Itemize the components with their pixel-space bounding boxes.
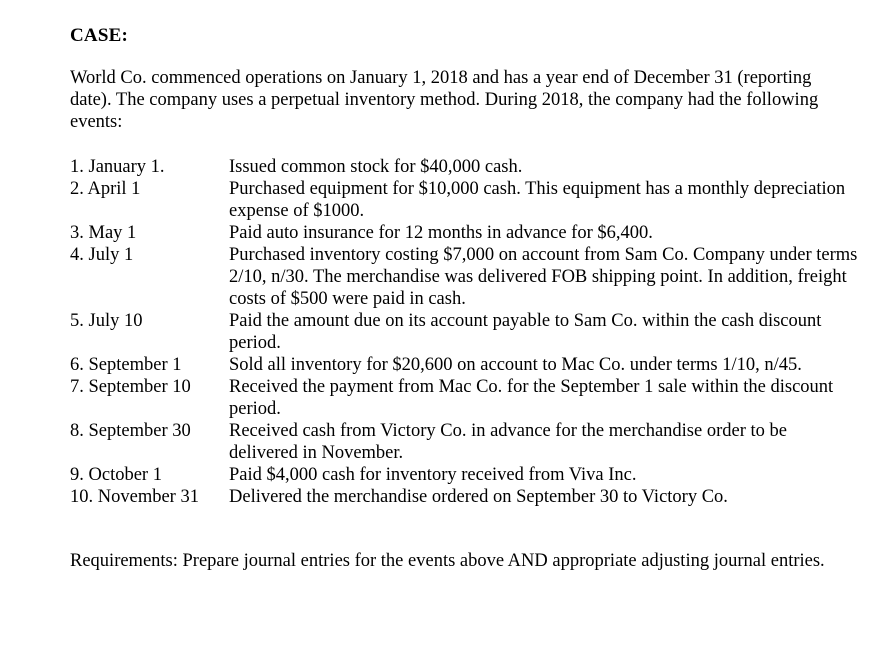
event-row (70, 354, 860, 376)
event-row (70, 156, 860, 178)
event-date: 2. April 1 (70, 179, 141, 199)
event-row (70, 222, 860, 244)
event-description: Paid $4,000 cash for inventory received from Viva Inc. (229, 465, 637, 485)
event-row (70, 486, 860, 508)
event-date: 10. November 31 (70, 487, 199, 507)
requirements-paragraph: Requirements: Prepare journal entries for the events above AND appropriate adjusting journal entries. (70, 551, 825, 571)
event-description: Purchased inventory costing $7,000 on account from Sam Co. Company under terms 2/10, n/30. The merchandise was delivered FOB shipping point. In addition, freight costs of $500 were paid in cash. (229, 245, 858, 309)
event-date: 7. September 10 (70, 377, 191, 397)
event-date: 5. July 10 (70, 311, 143, 331)
event-date: 9. October 1 (70, 465, 162, 485)
case-intro-paragraph: World Co. commenced operations on January 1, 2018 and has a year end of December 31 (reporting date). The company uses a perpetual inventory method. During 2018, the company had the following events: (70, 68, 819, 132)
event-date: 3. May 1 (70, 223, 137, 243)
event-description: Purchased equipment for $10,000 cash. This equipment has a monthly depreciation expense of $1000. (229, 179, 846, 221)
event-description: Paid the amount due on its account payable to Sam Co. within the cash discount period. (229, 311, 822, 353)
event-row (70, 244, 860, 310)
event-row (70, 310, 860, 354)
event-date: 4. July 1 (70, 245, 134, 265)
event-description: Delivered the merchandise ordered on September 30 to Victory Co. (229, 487, 728, 507)
event-date: 6. September 1 (70, 355, 182, 375)
event-description: Issued common stock for $40,000 cash. (229, 157, 523, 177)
event-description: Sold all inventory for $20,600 on account to Mac Co. under terms 1/10, n/45. (229, 355, 802, 375)
event-row (70, 376, 860, 420)
event-date: 1. January 1. (70, 157, 165, 177)
event-description: Paid auto insurance for 12 months in advance for $6,400. (229, 223, 653, 243)
event-date: 8. September 30 (70, 421, 191, 441)
event-row (70, 420, 860, 464)
event-description: Received cash from Victory Co. in advance for the merchandise order to be delivered in November. (229, 421, 787, 463)
event-row (70, 464, 860, 486)
events-list (70, 156, 860, 508)
event-row (70, 178, 860, 222)
case-title: CASE: (70, 25, 129, 46)
event-description: Received the payment from Mac Co. for the September 1 sale within the discount period. (229, 377, 834, 419)
